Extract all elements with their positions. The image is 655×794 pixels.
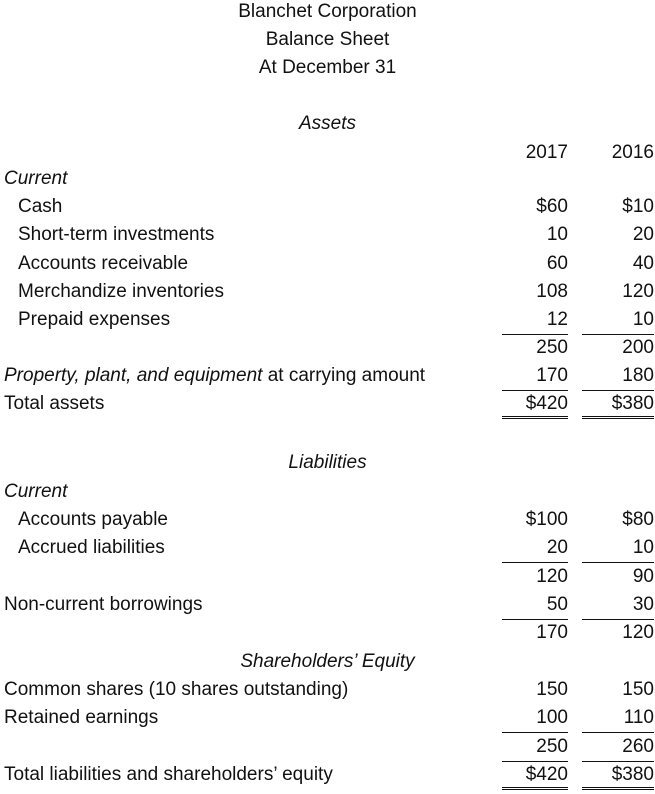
total-liabilities-2017: 170 [536,622,568,643]
assets-current-label-row [0,168,655,194]
inventories-2017: 108 [536,281,568,302]
retained-earnings-label: Retained earnings [4,707,159,728]
ap-label: Accounts payable [18,509,168,530]
ap-2016: $80 [622,509,654,530]
current-liabilities-total-row [0,566,655,592]
equity-heading: Shareholders’ Equity [240,651,415,672]
sti-2017: 10 [546,224,568,245]
accrued-row [0,537,655,563]
inventories-2016: 120 [622,281,654,302]
grand-total-2017: $420 [502,764,568,790]
total-assets-2017: $420 [502,393,568,419]
prepaid-label: Prepaid expenses [18,309,171,330]
noncurrent-2017: 50 [502,594,568,620]
prepaid-2017: 12 [502,309,568,335]
current-assets-total-row [0,337,655,363]
accrued-label: Accrued liabilities [18,537,165,558]
ppe-label-rest: at carrying amount [262,365,426,386]
year-header-row [0,142,655,168]
total-equity-2016: 260 [582,736,654,762]
retained-earnings-row [0,707,655,733]
total-liabilities-2016: 120 [622,622,654,643]
statement-title: Balance Sheet [265,29,390,50]
current-assets-total-2016: 200 [622,337,654,358]
ppe-label [4,365,425,387]
prepaid-2016: 10 [582,309,654,335]
ar-label: Accounts receivable [18,253,189,274]
common-shares-2016: 150 [622,679,654,700]
common-shares-2017: 150 [536,679,568,700]
prepaid-row [0,309,655,335]
inventories-row [0,281,655,307]
current-liabilities-total-2017: 120 [536,566,568,587]
ap-row [0,509,655,535]
sti-row [0,224,655,250]
statement-date: At December 31 [258,57,397,78]
assets-heading: Assets [298,113,357,134]
ppe-2016: 180 [582,365,654,391]
grand-total-2016: $380 [582,764,654,790]
ppe-label-italic: Property, plant, and equipment [4,365,263,386]
liabilities-current-label-row [0,481,655,507]
current-assets-total-2017: 250 [536,337,568,358]
cash-label: Cash [18,196,63,217]
cash-2016: $10 [622,196,654,217]
retained-earnings-2016: 110 [582,707,654,733]
liabilities-heading: Liabilities [288,452,367,473]
ar-row [0,253,655,279]
common-shares-row [0,679,655,705]
company-name: Blanchet Corporation [238,1,417,22]
ap-2017: $100 [525,509,568,530]
sti-2016: 20 [632,224,654,245]
year-2016-header: 2016 [611,142,654,163]
total-assets-2016: $380 [582,393,654,419]
grand-total-row [0,764,655,790]
total-liabilities-row [0,622,655,648]
ppe-row [0,365,655,391]
noncurrent-2016: 30 [582,594,654,620]
total-equity-2017: 250 [502,736,568,762]
ar-2017: 60 [546,253,568,274]
ar-2016: 40 [632,253,654,274]
current-liabilities-label: Current [4,481,68,502]
total-equity-row [0,736,655,762]
sti-label: Short-term investments [18,224,215,245]
noncurrent-row [0,594,655,620]
accrued-2016: 10 [582,537,654,563]
common-shares-label: Common shares (10 shares outstanding) [4,679,349,700]
total-assets-row [0,393,655,419]
total-assets-label: Total assets [4,393,105,414]
year-2017-header: 2017 [525,142,568,163]
retained-earnings-2017: 100 [502,707,568,733]
cash-2017: $60 [536,196,568,217]
current-liabilities-total-2016: 90 [632,566,654,587]
noncurrent-label: Non-current borrowings [4,594,203,615]
current-assets-label: Current [4,168,68,189]
inventories-label: Merchandize inventories [18,281,224,302]
grand-total-label: Total liabilities and shareholders’ equity [4,764,333,785]
ppe-2017: 170 [502,365,568,391]
accrued-2017: 20 [502,537,568,563]
cash-row [0,196,655,222]
